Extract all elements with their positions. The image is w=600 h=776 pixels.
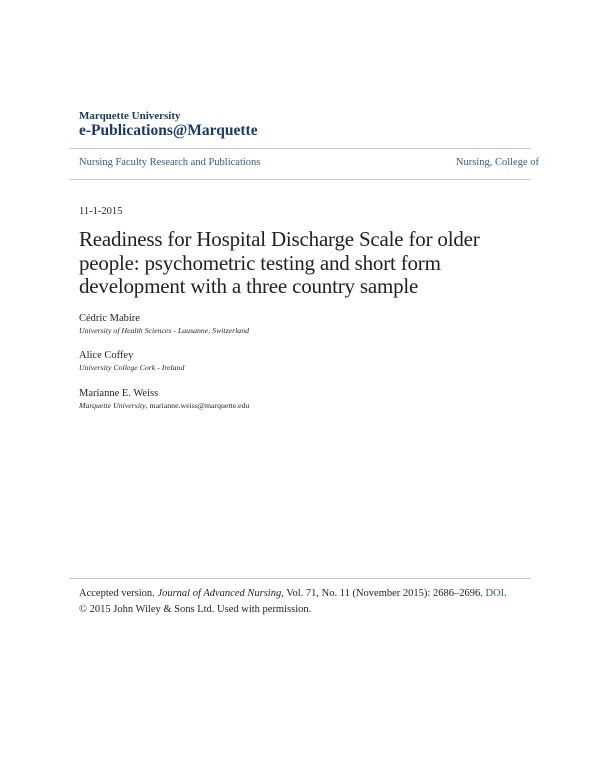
institution-name: Marquette University bbox=[79, 110, 181, 122]
author-email[interactable]: , marianne.weiss@marquette.edu bbox=[145, 401, 250, 410]
department-link[interactable]: Nursing, College of bbox=[455, 157, 539, 168]
copyright-notice: © 2015 John Wiley & Sons Ltd. Used with permission. bbox=[79, 604, 312, 615]
citation-block bbox=[79, 586, 539, 618]
citation-line: Accepted version. Journal of Advanced Nursing, Vol. 71, No. 11 (November 2015): 2686–2696. DOI. bbox=[79, 588, 507, 599]
citation-divider bbox=[70, 578, 530, 579]
author-entry bbox=[79, 350, 184, 372]
journal-name: Journal of Advanced Nursing bbox=[157, 588, 282, 599]
header-divider bbox=[70, 148, 530, 149]
breadcrumb-divider bbox=[70, 179, 530, 180]
author-entry bbox=[79, 388, 249, 410]
author-name: Cédric Mabire bbox=[79, 313, 140, 324]
repository-link[interactable]: e-Publications@Marquette bbox=[79, 122, 258, 139]
author-name: Marianne E. Weiss bbox=[79, 388, 159, 399]
author-affiliation: University College Cork - Ireland bbox=[79, 363, 185, 372]
author-affiliation: Marquette University, marianne.weiss@marquette.edu bbox=[79, 401, 250, 410]
author-affiliation: University of Health Sciences - Lausanne, Switzerland bbox=[79, 326, 249, 335]
document-title: Readiness for Hospital Discharge Scale for older people: psychometric testing and short form development with a three country sample bbox=[79, 227, 480, 298]
author-name: Alice Coffey bbox=[79, 350, 134, 361]
collection-link[interactable]: Nursing Faculty Research and Publications bbox=[79, 157, 261, 168]
author-entry bbox=[79, 313, 249, 335]
doi-link[interactable]: DOI bbox=[485, 588, 505, 599]
publication-date: 11-1-2015 bbox=[79, 206, 123, 217]
